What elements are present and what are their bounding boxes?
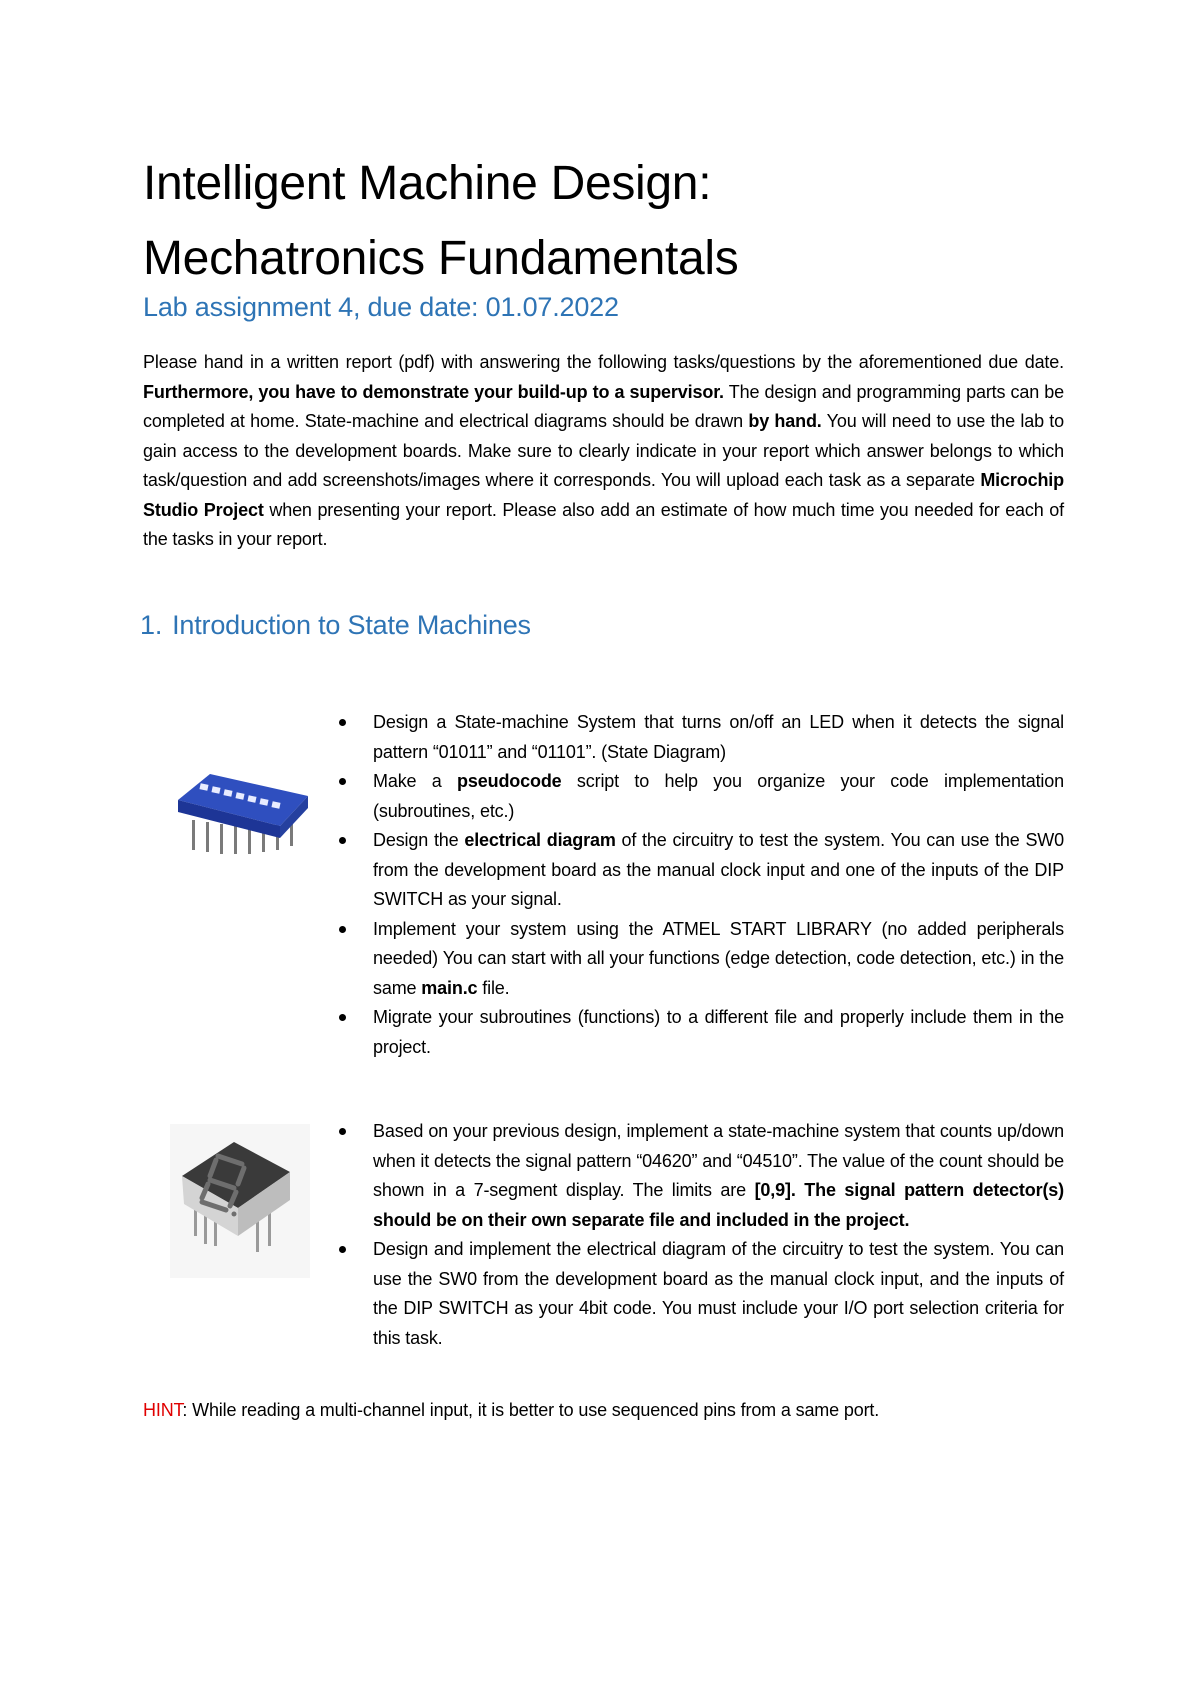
dip-switch-image [170, 770, 310, 856]
task-1-item-3-bold: electrical diagram [464, 830, 616, 850]
list-item [330, 826, 1064, 915]
task-1-item-2-text: Make a [373, 771, 458, 791]
task-2-item-2: Design and implement the electrical diagram of the circuitry to test the system. You can use the SW0 from the development board as the manual clock input, and the inputs of the DIP SWITCH as your 4bit code. You must include your I/O port selection criteria for this task. [373, 1239, 1064, 1348]
task-1-item-3-text: Design the [373, 830, 465, 850]
intro-bold-1: Furthermore, you have to demonstrate your build-up to a supervisor. [143, 381, 724, 402]
list-item [330, 767, 1064, 826]
title-line-2: Mechatronics Fundamentals [143, 232, 739, 285]
hint-label: HINT [143, 1400, 183, 1420]
bullet-icon [339, 1246, 346, 1253]
task-1-item-4-bold: main.c [421, 977, 478, 998]
bullet-icon [339, 719, 346, 726]
task-1-item-1: Design a State-machine System that turns on/off an LED when it detects the signal pattern “01011” and “01101”. (State Diagram) [373, 712, 1064, 762]
bullet-icon [339, 778, 346, 785]
section-1-heading [140, 610, 531, 641]
task-1-item-2-bold: pseudocode [457, 771, 562, 791]
task-2-item-1-bold: [0,9]. The signal pattern detector(s) should be on their own separate file and included in the project. [373, 1180, 1064, 1230]
bullet-icon [339, 926, 346, 933]
document-title [143, 146, 1083, 296]
intro-text-2: The design and programming parts can be completed at home. State-machine and electrical diagrams should be drawn [143, 381, 1065, 431]
intro-paragraph [143, 348, 1064, 555]
intro-text-4: when presenting your report. Please also add an estimate of how much time you needed for each of the tasks in your report. [143, 499, 1064, 549]
task-1-item-5: Migrate your subroutines (functions) to a different file and properly include them in the project. [373, 1007, 1064, 1057]
bullet-icon [339, 1128, 346, 1135]
section-1-title: Introduction to State Machines [172, 610, 531, 640]
task-1-item-3-text-end: of the circuitry to test the system. You can use the SW0 from the development board as the manual clock input and one of the inputs of the DIP SWITCH as your signal. [373, 830, 1064, 909]
list-item [330, 915, 1064, 1004]
list-item [330, 1235, 1064, 1353]
task-2-list [330, 1117, 1064, 1353]
list-item [330, 1003, 1064, 1062]
section-1-number: 1. [140, 610, 163, 640]
hint-line [143, 1396, 879, 1426]
task-1-item-2-text-end: script to help you organize your code implementation (subroutines, etc.) [373, 771, 1064, 821]
intro-bold-2: by hand. [748, 411, 822, 431]
intro-text-3: You will need to use the lab to gain access to the development boards. Make sure to clearly indicate in your report which answer belongs to which task/question and add screenshots/images where it corresponds. You will upload each task as a separate [143, 411, 1065, 490]
intro-bold-3: Microchip Studio Project [143, 470, 1064, 520]
list-item [330, 708, 1064, 767]
hint-text: : While reading a multi-channel input, it is better to use sequenced pins from a same port. [182, 1400, 880, 1420]
list-item [330, 1117, 1064, 1235]
task-1-list [330, 708, 1064, 1062]
task-1-item-4-text: Implement your system using the ATMEL START LIBRARY (no added peripherals needed) You can start with all your functions (edge detection, code detection, etc.) in the same [373, 918, 1064, 998]
seven-segment-display-image [172, 1132, 302, 1272]
bullet-icon [339, 1014, 346, 1021]
bullet-icon [339, 837, 346, 844]
task-2-item-1-text: Based on your previous design, implement a state-machine system that counts up/down when it detects the signal pattern “04620” and “04510”. The value of the count should be shown in a 7-segment display. The limits are [373, 1121, 1064, 1200]
intro-text-1: Please hand in a written report (pdf) with answering the following tasks/questions by the aforementioned due date. [143, 352, 1064, 372]
subtitle: Lab assignment 4, due date: 01.07.2022 [143, 292, 619, 322]
title-line-1: Intelligent Machine Design: [143, 157, 712, 210]
task-1-item-4-text-end: file. [477, 977, 510, 998]
